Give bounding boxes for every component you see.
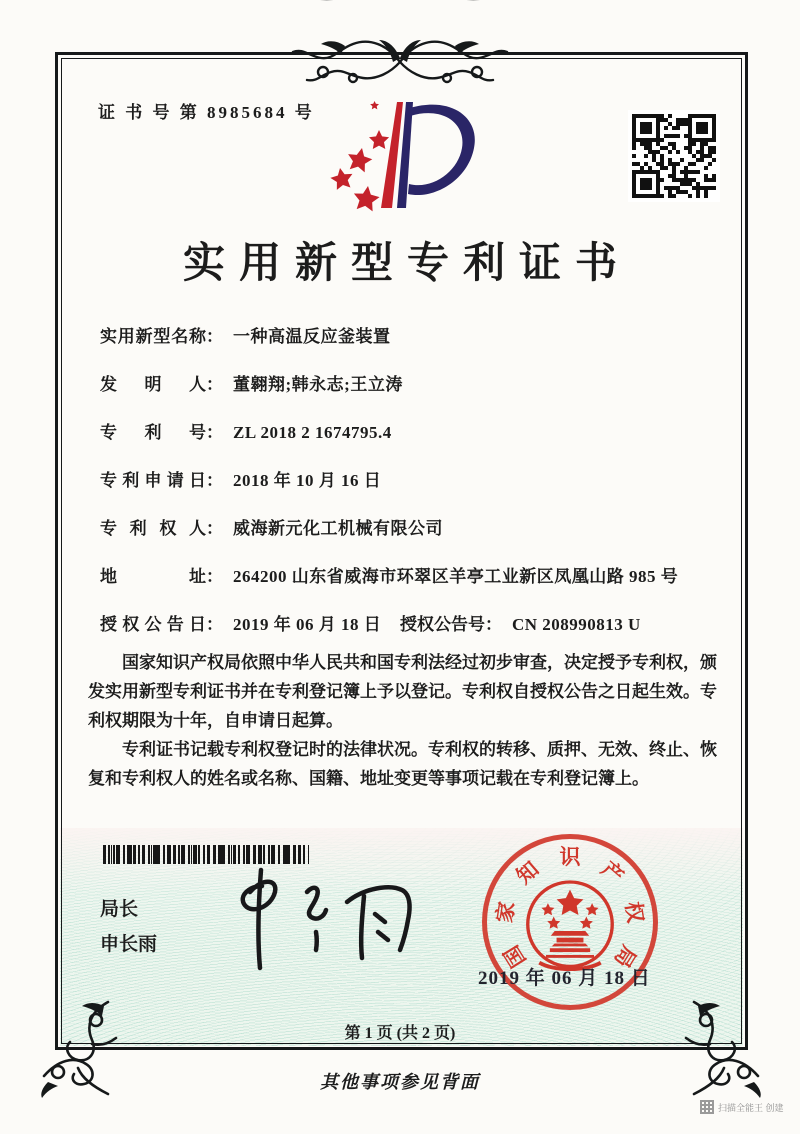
field-label: 专利申请日 [100,471,206,490]
seal-arc-char: 知 [511,856,544,889]
seal-arc-char: 权 [620,900,648,925]
grant-number-pair: 授权公告号： CN 208990813 U [400,615,641,634]
certificate-title: 实用新型专利证书 [182,241,631,287]
scanner-watermark [700,1100,784,1114]
field-row-inventors: 发明人： 董翱翔;韩永志;王立涛 [100,370,730,418]
field-row-patentee: 专利权人： 威海新元化工机械有限公司 [100,514,730,562]
field-row-grant: 授权公告日： 2019 年 06 月 18 日 授权公告号： CN 208990813 U [100,610,730,658]
grant-number-value: CN 208990813 U [512,615,641,634]
commissioner-block [100,892,157,962]
seal-date: 2019 年 06 月 18 日 [478,968,651,989]
field-row-address: 地址： 264200 山东省威海市环翠区羊亭工业新区凤凰山路 985 号 [100,562,730,610]
field-label: 授权公告日 [100,615,206,634]
grant-date-value: 2019 年 06 月 18 日 [233,615,382,634]
field-label: 专利号 [100,423,206,442]
field-row-utility-model-name: 实用新型名称： 一种高温反应釜装置 [100,322,730,370]
certificate-number: 证 书 号 第 8985684 号 [98,103,315,122]
commissioner-name: 申长雨 [100,934,158,955]
commissioner-title: 局长 [100,899,139,920]
scanner-watermark-text: 扫描全能王 创建 [718,1102,784,1113]
field-label: 授权公告号 [400,615,485,634]
field-row-application-date: 专利申请日： 2018 年 10 月 16 日 [100,466,730,514]
legal-paragraph-2: 专利证书记载专利权登记时的法律状况。专利权的转移、质押、无效、终止、恢复和专利权人的姓名或名称、国籍、地址变更等事项记载在专利登记簿上。 [88,740,717,788]
seal-arc-char: 国 [499,941,531,972]
scanner-qr-icon [700,1100,714,1114]
seal-arc-char: 产 [596,856,629,889]
field-value: 威海新元化工机械有限公司 [233,519,443,538]
legal-paragraph-1: 国家知识产权局依照中华人民共和国专利法经过初步审查，决定授予专利权，颁发实用新型专利证书并在专利登记簿上予以登记。专利权自授权公告之日起生效。专利权期限为十年，自申请日起算。 [88,653,717,730]
field-value: 264200 山东省威海市环翠区羊亭工业新区凤凰山路 985 号 [233,567,679,586]
field-label: 专利权人 [100,519,206,538]
page-number: 第 1 页 (共 2 页) [344,1025,456,1042]
field-value: 2018 年 10 月 16 日 [233,471,382,490]
cnipa-logo-icon [302,96,498,216]
field-value: 董翱翔;韩永志;王立涛 [233,375,403,394]
field-label: 地址 [100,567,206,586]
field-label: 实用新型名称 [100,327,206,346]
field-value: ZL 2018 2 1674795.4 [233,423,392,442]
seal-arc-char: 局 [609,941,641,972]
field-label: 发明人 [100,375,206,394]
seal-arc-char: 识 [559,845,581,869]
certificate-fields [100,322,730,658]
top-edge-ornament-fragment [300,0,500,15]
flourish-icon [310,0,490,14]
legal-body-text [88,648,720,793]
footer-note: 其他事项参见背面 [320,1072,480,1092]
seal-arc-char: 家 [492,900,520,925]
field-row-patent-number: 专利号： ZL 2018 2 1674795.4 [100,418,730,466]
qr-code [628,110,720,202]
commissioner-signature-icon [212,862,427,982]
field-value: 一种高温反应釜装置 [233,327,391,346]
